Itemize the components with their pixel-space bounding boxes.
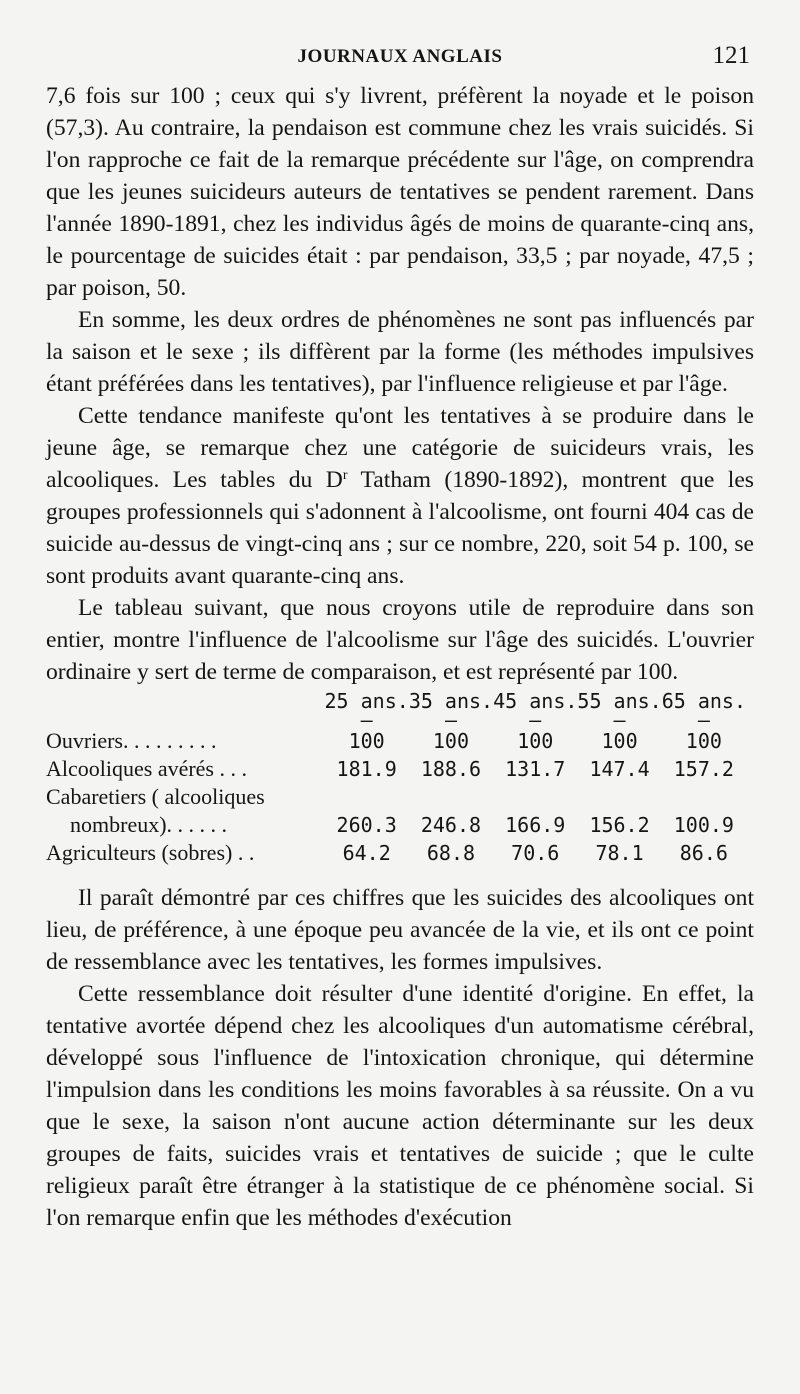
table-dash: — (444, 708, 457, 732)
paragraphs-after-table (46, 882, 754, 1234)
table-header-row (46, 688, 746, 714)
table-column-header: 45 ans. (493, 689, 578, 713)
table-row (46, 838, 746, 866)
row-label: Cabaretiers ( alcooliques (46, 784, 265, 809)
statistics-table (46, 688, 746, 866)
table-row (46, 754, 746, 782)
table-header-blank (46, 688, 325, 714)
table-row (46, 810, 746, 838)
table-cell: 86.6 (679, 841, 728, 865)
table-cell: 78.1 (595, 841, 644, 865)
row-label: Alcooliques avérés . . . (46, 756, 247, 781)
table-cell: 166.9 (505, 813, 566, 837)
page-number: 121 (712, 42, 750, 69)
table-cell: 100.9 (673, 813, 734, 837)
body-text (46, 80, 754, 688)
p3-text: Cette tendance manifeste qu'ont les tentatives à se produire dans le jeune âge, se remarque chez une catégorie de suicideurs vrais, les alcooliques. Les tables du D (46, 403, 754, 493)
table-cell: 100 (685, 729, 722, 753)
table-cell: 156.2 (589, 813, 650, 837)
table-cell-empty (577, 782, 661, 810)
table-cell: 147.4 (589, 757, 650, 781)
table-dash: — (360, 708, 373, 732)
table-column-header: 65 ans. (661, 689, 746, 713)
table-dash-blank (46, 714, 325, 726)
table-cell: 246.8 (420, 813, 482, 837)
table-column-header: 25 ans. (324, 689, 409, 713)
book-page (46, 36, 754, 1234)
table-cell: 70.6 (511, 841, 560, 865)
table-dash: — (529, 708, 542, 732)
paragraph-4: Le tableau suivant, que nous croyons utile de reproduire dans son entier, montre l'influence de l'alcoolisme sur l'âge des suicidés. L'ouvrier ordinaire y sert de terme de comparaison, et est représenté par 100. (46, 595, 754, 685)
table-cell: 100 (601, 729, 638, 753)
running-title: JOURNAUX ANGLAIS (297, 46, 503, 67)
table-cell: 100 (432, 729, 470, 753)
row-label: Agriculteurs (sobres) . . (46, 840, 255, 865)
table-column-header: 35 ans. (408, 689, 494, 713)
table-row (46, 726, 746, 754)
table-dash-row (46, 714, 746, 726)
row-label: Ouvriers. . . . . . . . . (46, 728, 217, 753)
paragraph-p5: Il paraît démontré par ces chiffres que les suicides des alcooliques ont lieu, de préférence, à une époque peu avancée de la vie, et ils ont ce point de ressemblance avec les tentatives, les formes impulsives. (46, 885, 754, 975)
table-cell-empty (493, 782, 577, 810)
paragraph-3 (46, 400, 754, 592)
paragraph-p1: 7,6 fois sur 100 ; ceux qui s'y livrent, préfèrent la noyade et le poison (57,3). Au contraire, la pendaison est commune chez les vrais suicidés. Si l'on rapproche ce fait de la remarque précédente sur l'âge, on comprendra que les jeunes suicideurs auteurs de tentatives se pendent rarement. Dans l'année 1890-1891, chez les individus âgés de moins de quarante-cinq ans, le pourcentage de suicides était : par pendaison, 33,5 ; par noyade, 47,5 ; par poison, 50. (46, 83, 754, 301)
table-cell: 188.6 (420, 757, 482, 781)
table-cell: 131.7 (505, 757, 566, 781)
table-cell: 181.9 (336, 757, 397, 781)
table-cell: 157.2 (673, 757, 734, 781)
row-label-continued: nombreux). . . . . . (70, 812, 228, 837)
p3-superscript: r (342, 468, 348, 483)
table-cell: 100 (517, 729, 554, 753)
table-cell: 100 (348, 729, 385, 753)
table-dash: — (697, 708, 710, 732)
table-cell: 68.8 (426, 841, 476, 865)
table-cell: 64.2 (342, 841, 391, 865)
p3-text-cont: Tatham (1890-1892), montrent que les groupes professionnels qui s'adonnent à l'alcoolisme, ont fourni 404 cas de suicide au-dessus de vingt-cinq ans ; sur ce nombre, 220, soit 54 p. 100, se sont produits avant quarante-cinq ans. (46, 467, 754, 589)
table-cell: 260.3 (336, 813, 397, 837)
table-row (46, 782, 746, 810)
table-cell-empty (409, 782, 493, 810)
table-dash: — (613, 708, 626, 732)
paragraphs-before-table (46, 80, 754, 400)
running-header (46, 36, 754, 80)
paragraph-p2: En somme, les deux ordres de phénomènes ne sont pas influencés par la saison et le sexe ; ils diffèrent par la forme (les méthodes impulsives étant préférées dans les tentatives), par l'influence religieuse et par l'âge. (46, 307, 754, 397)
table-column-header: 55 ans. (577, 689, 662, 713)
paragraph-p6: Cette ressemblance doit résulter d'une identité d'origine. En effet, la tentative avortée dépend chez les alcooliques d'un automatisme cérébral, développé sous l'influence de l'intoxication chronique, qui détermine l'impulsion dans les conditions les moins favorables à sa réussite. On a vu que le sexe, la saison n'ont aucune action déterminante sur les deux groupes de faits, suicides vrais et tentatives de suicide ; que le culte religieux paraît être étranger à la statistique de ce phénomène social. Si l'on remarque enfin que les méthodes d'exécution (46, 981, 754, 1231)
table-cell-empty (662, 782, 746, 810)
table-cell-empty (325, 782, 409, 810)
